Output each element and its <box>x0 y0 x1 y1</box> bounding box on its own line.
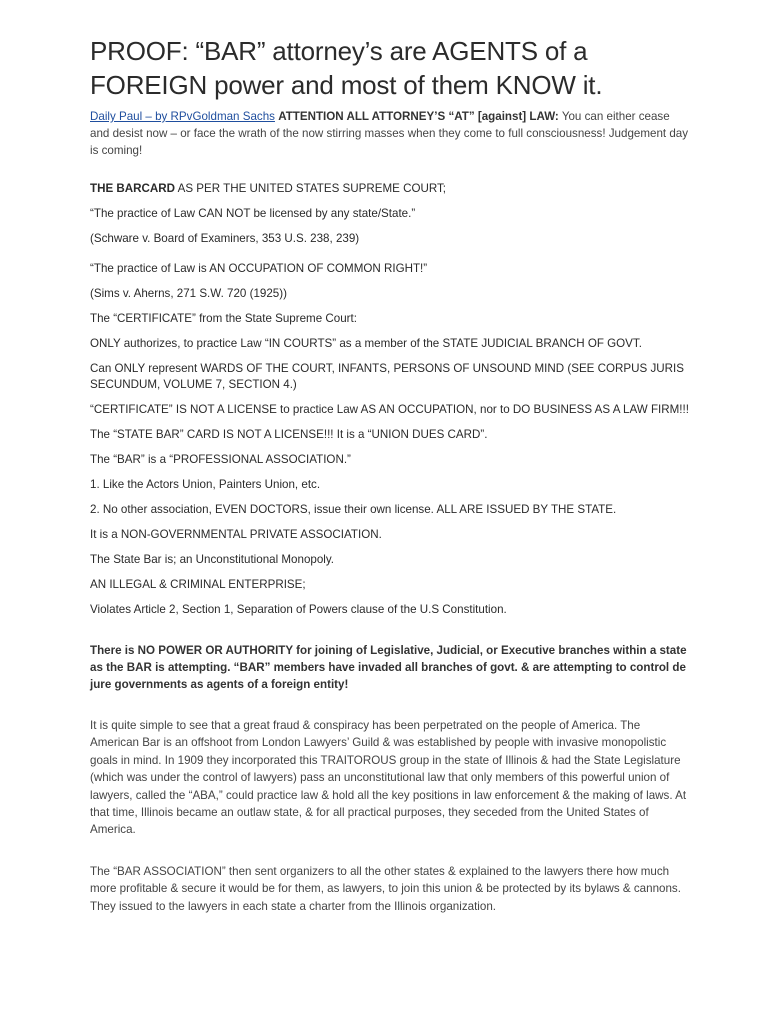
enterprise-line: AN ILLEGAL & CRIMINAL ENTERPRISE; <box>90 578 306 591</box>
quote-line-2: “The practice of Law is AN OCCUPATION OF COMMON RIGHT!” <box>90 262 428 275</box>
barcard-bold: THE BARCARD <box>90 182 176 195</box>
represent-line: Can ONLY represent WARDS OF THE COURT, INFANTS, PERSONS OF UNSOUND MIND (SEE CORPUS JURIS SECUNDUM, VOLUME 7, SECTION 4.) <box>90 362 684 391</box>
certificate-line: The “CERTIFICATE” from the State Supreme Court: <box>90 312 357 325</box>
paragraph-2: The “BAR ASSOCIATION” then sent organizers to all the other states & explained to the lawyers there how much more profitable & secure it would be for them, as lawyers, to join this union & be protected by its bylaws & cannons. They issued to the lawyers in each state a charter from the Illinois organization. <box>90 864 681 913</box>
byline <box>90 108 690 159</box>
union-dues-line: The “STATE BAR” CARD IS NOT A LICENSE!!! It is a “UNION DUES CARD”. <box>90 428 488 441</box>
citation-line-1: (Schware v. Board of Examiners, 353 U.S. 238, 239) <box>90 232 360 245</box>
document-page <box>90 34 690 915</box>
barcard-heading <box>90 181 690 197</box>
list-item-2: 2. No other association, EVEN DOCTORS, issue their own license. ALL ARE ISSUED BY THE STATE. <box>90 503 617 516</box>
quote-line-1: “The practice of Law CAN NOT be licensed by any state/State.” <box>90 207 416 220</box>
monopoly-line: The State Bar is; an Unconstitutional Monopoly. <box>90 553 335 566</box>
professional-association-line: The “BAR” is a “PROFESSIONAL ASSOCIATION.” <box>90 453 351 466</box>
paragraph-1: It is quite simple to see that a great fraud & conspiracy has been perpetrated on the people of America. The American Bar is an offshoot from London Lawyers’ Guild & was established by people with invasive monopolistic goals in mind. In 1909 they incorporated this TRAITOROUS group in the state of Illinois & had the State Legislature (which was under the control of lawyers) pass an unconstitutional law that only members of this powerful union of lawyers, called the “ABA,” could practice law & hold all the key positions in law enforcement & the making of laws. At that time, Illinois became an outlaw state, & for all practical purposes, they seceded from the United States of America. <box>90 719 687 837</box>
byline-text: You can either cease and desist now – or face the wrath of the now stirring masses when they come to full consciousness! Judgement day is coming! <box>90 110 689 157</box>
private-association-line: It is a NON-GOVERNMENTAL PRIVATE ASSOCIATION. <box>90 528 382 541</box>
citation-line-2: (Sims v. Aherns, 271 S.W. 720 (1925)) <box>90 287 287 300</box>
violates-line: Violates Article 2, Section 1, Separation of Powers clause of the U.S Constitution. <box>90 603 507 616</box>
bold-paragraph: There is NO POWER OR AUTHORITY for joining of Legislative, Judicial, or Executive branches within a state as the BAR is attempting. “BAR” members have invaded all branches of govt. & are attempting to control de jure governments as agents of a foreign entity! <box>90 644 687 691</box>
authorizes-line: ONLY authorizes, to practice Law “IN COURTS” as a member of the STATE JUDICIAL BRANCH OF GOVT. <box>90 337 642 350</box>
barcard-rest: AS PER THE UNITED STATES SUPREME COURT; <box>175 182 447 195</box>
byline-bold: ATTENTION ALL ATTORNEY’S “AT” [against] LAW: <box>278 110 559 123</box>
document-title: PROOF: “BAR” attorney’s are AGENTS of a FOREIGN power and most of them KNOW it. <box>90 36 603 100</box>
not-license-line: “CERTIFICATE” IS NOT A LICENSE to practice Law AS AN OCCUPATION, nor to DO BUSINESS AS A LAW FIRM!!! <box>90 403 689 416</box>
list-item-1: 1. Like the Actors Union, Painters Union, etc. <box>90 478 321 491</box>
source-link[interactable]: Daily Paul – by RPvGoldman Sachs <box>90 110 275 123</box>
